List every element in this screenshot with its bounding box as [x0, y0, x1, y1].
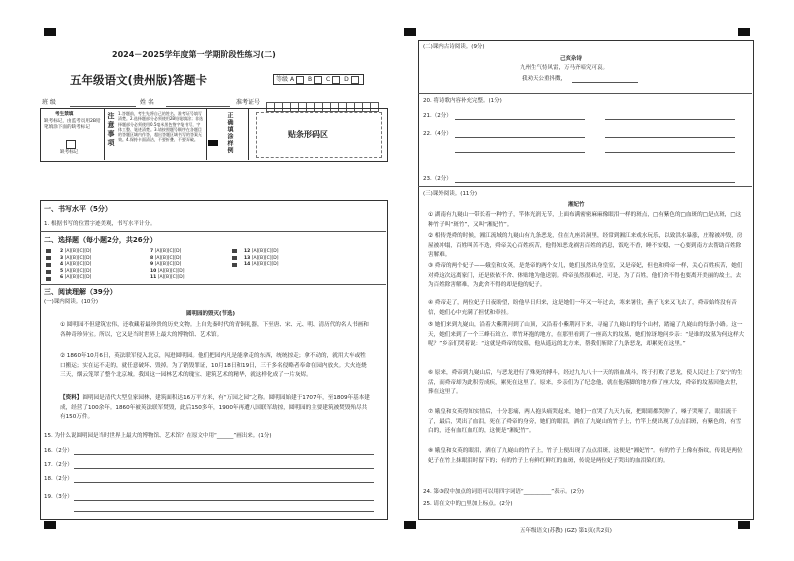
class-field[interactable] [70, 106, 136, 107]
q23-label: 23.（2分） [423, 176, 452, 182]
q18-label: 18.（2分） [44, 476, 73, 482]
q16-answer-line[interactable] [74, 454, 374, 455]
choice-group-3[interactable] [232, 249, 239, 270]
registration-mark [404, 521, 416, 529]
q16-label: 16.（2分） [44, 448, 73, 454]
registration-mark [738, 521, 750, 529]
divider [104, 108, 105, 160]
fill-sample-mark [208, 140, 218, 146]
registration-mark [44, 28, 56, 36]
passage2-title: 湘妃竹 [568, 202, 585, 208]
passage2-para-3: ③ 舜帝的两个妃子——娥皇和女英，是尧帝的两个女儿，她们虽然出身皇室，又是帝妃，但也和舜帝一样，关心百姓疾苦，她们对舜这次远离家门，还是依依不舍、体贴地为他送别。舜帝虽然很难过，可是，为了百姓，他们舍不得也要离开美丽的故土，去为百姓除害解难，为此舍不得的却是他的妃子。 [428, 263, 743, 289]
registration-mark [44, 521, 56, 529]
q24-text: 24. 第③段中加点的词语可以用四字词语“__________”表示。(2分) [423, 489, 584, 495]
passage2-para-7: ⑦ 娥皇和女英得知实情后，十分悲痛，两人抱头痛哭起来，她们一直哭了九天九夜，把眼睛都哭肿了，嗓子哭哑了，眼泪流干了，最后，哭出了血泪，死在了舜帝的身旁，她们的眼泪，洒在了九嶷山的竹子上，竹竿上便出现了点点泪斑，有紫色的，有雪白的，还有血红血红的，这便是“湘妃竹”。 [428, 409, 742, 435]
q22-label: 22.（4分） [423, 131, 452, 137]
poem-title: 己亥杂诗 [560, 56, 583, 62]
grade-option-a[interactable]: A [290, 76, 306, 83]
year-title: 2024－2025学年度第一学期阶段性练习(二) [112, 50, 276, 59]
poem-blank[interactable] [572, 82, 638, 83]
candidate-title: 考生禁填 [55, 112, 74, 117]
name-label: 姓 名 [140, 99, 154, 106]
main-title: 五年级语文(贵州版)答题卡 [70, 73, 208, 87]
q19-label: 19.（3分） [44, 494, 73, 500]
passage2-para-4: ④ 舜帝走了，两位妃子日夜盼望，盼他早日归来，这是她们一年又一年过去，寒来暑往，燕子飞来又飞去了，舜帝始终没有音信，她们心中充满了担忧和牵挂。 [428, 300, 737, 316]
passage-title: 圆明园的毁灭(节选) [186, 311, 236, 317]
registration-mark [404, 28, 416, 36]
grade-option-c[interactable]: C [326, 76, 342, 83]
q17-answer-line[interactable] [74, 468, 374, 469]
grade-option-b[interactable]: B [308, 76, 324, 83]
class-label: 班 级 [42, 99, 56, 106]
choice-group-3-options[interactable]: 12 [A][B][C][D] 13 [A][B][C][D] 14 [A][B][C][D] [244, 249, 279, 267]
section3-sub1: (一)课内阅读。(10分) [44, 299, 99, 305]
divider [40, 284, 386, 285]
right-sub3: (三)课外阅读。(11分) [423, 191, 478, 197]
q22-answer-line[interactable] [605, 152, 735, 153]
q22-answer-line[interactable] [455, 152, 585, 153]
choice-group-1[interactable] [46, 249, 53, 284]
q20-text: 20. 将诗歌内容补充完整。(1分) [423, 98, 502, 104]
fill-sample-label: 正确填涂样例 [226, 112, 233, 154]
passage2-para-2: ② 相传尧舜的时候，湘江流域的九嶷山有九条恶龙，住在九座岩洞里，经常到湘江来戏水玩乐，以致洪水暴涨，庄稼被冲毁，房屋被冲塌，百姓叫苦不迭，舜帝关心百姓疾苦，他得知恶龙祸害百姓的消息，饭吃不香，睡不安稳，一心要到南方去帮助百姓除害解难。 [428, 233, 743, 259]
notes-label: 注意事项 [107, 112, 115, 148]
choice-group-2-options[interactable]: 7 [A][B][C][D] 8 [A][B][C][D] 9 [A][B][C][D] 10 [A][B][C][D] 11 [A][B][C][D] [150, 249, 185, 280]
notes-text: 1.答题前，考生先将自己的姓名、准考证号填写清楚。2.选择题部分必须使用2B铅笔填涂；非选择题部分必须使用0.5毫米黑色签字笔书写，字体工整、笔迹清楚。3.请按照题号顺序在各题目的答题区域内作答，超出答题区域书写的答案无效。4.保持卡面清洁，不要折叠、不要弄破。 [118, 111, 204, 143]
q21-answer-line[interactable] [605, 119, 735, 120]
q22-answer-line[interactable] [455, 137, 585, 138]
q22-answer-line[interactable] [605, 137, 735, 138]
registration-mark [738, 28, 750, 36]
candidate-text: 缺考标记，由监考员用2B铅笔填涂下面的缺考标记 [44, 119, 101, 131]
grade-box [273, 74, 364, 85]
passage-para-1: ① 圆明园不但建筑宏伟，还收藏着最珍贵的历史文物。上自先秦时代的青铜礼器，下至唐、宋、元、明、清历代的名人书画和各种奇珍异宝。所以，它又是当时世界上最大的博物馆、艺术馆。 [60, 322, 369, 338]
passage-para-2: ② 1860年10月6日，英法联军侵入北京，闯进圆明园。他们把园内凡是能拿走的东西，统统掠走；拿不动的，就用大车或牲口搬运；实在运不走的，就任意破坏、毁掉。为了销毁罪证，10月18日和19日，三千多名侵略者奉命在园内放火。大火连烧三天，烟云笼罩了整个北京城。我国这一园林艺术的瑰宝、建筑艺术的精华，就这样化成了一片灰烬。 [60, 353, 367, 379]
q25-text: 25. 请在文中的□里加上标点。(2分) [423, 501, 513, 507]
poem-line-1: 九州生气恃风雷，万马齐喑究可哀。 [520, 65, 609, 71]
absent-mark-box[interactable] [66, 140, 76, 149]
section1-desc: 1. 根据书写的位置字迹美观，书写水平计分。 [44, 221, 156, 227]
poem-line-2: 我劝天公重抖擞， [522, 76, 567, 82]
q17-label: 17.（2分） [44, 462, 73, 468]
passage2-para-6: ⑥ 原来，舜帝到九嶷山后，与恶龙进行了殊死的搏斗，经过九九八十一天的浴血战斗，终于打败了恶龙，使人民过上了安宁的生活，而舜帝却为此积劳成疾，累死在这里了。原来，乡亲们为了纪念他，就在他落脚的地方修了座大坟，舜帝的坟墓因他去世，葬在这里了。 [428, 370, 743, 396]
q15-text: 15. 为什么说圆明园是当时世界上最大的博物馆、艺术馆？在原文中用“______”画出来。(1分) [44, 433, 272, 439]
grade-label: 等级 [276, 76, 289, 83]
section1-title: 一、书写水平（5分） [44, 205, 112, 213]
section2-title: 二、选择题（每小题2分，共26分） [44, 236, 157, 244]
section3-title: 三、阅读理解（39分） [44, 288, 117, 296]
q18-answer-line[interactable] [74, 482, 374, 483]
name-field[interactable] [166, 106, 230, 107]
passage2-para-5: ⑤ 她们来到九嶷山，沿着大紫荆河到了山顶，又沿着小紫荆河下来，寻遍了九嶷山的每个山村，踏遍了九嶷山的每条小路。这一天，她们来到了一个三峰石耸立、翠竹环抱的地方，在那里看到了一座高大的坟墓，她们惊讶地问乡亲：“是谁的坟墓为何这样大呢？”乡亲们哭着说：“这就是舜帝的坟墓，他从遥远的北方来，帮我们斩除了九条恶龙，却累死在这里。” [428, 322, 745, 348]
choice-group-1-options[interactable]: 2 [A][B][C][D] 3 [A][B][C][D] 4 [A][B][C][D] 5 [A][B][C][D] 6 [A][B][C][D] [60, 249, 92, 280]
q21-answer-line[interactable] [455, 119, 585, 120]
divider [418, 186, 752, 187]
passage2-para-1: ① 湖南有九嶷山一带长着一种竹子，竿体光润无节，上面布满密密麻麻像眼泪一样的斑点，□有紫色的□血斑的□是点斑，□这种竹子叫“斑竹”，又叫“湘妃竹”。 [428, 212, 742, 228]
divider [248, 108, 249, 160]
passage-link: 【资料】圆明园是清代大型皇家园林，建筑面积达16万平方米，有“万园之园”之称。圆明园始建于1707年，至1809年基本建成，经营了100余年。1860年被英法联军焚毁，此后150多年，1900年再遭八国联军劫掠，圆明园的主要建筑被焚毁殆尽共有150万件。 [60, 395, 370, 421]
q21-label: 21.（2分） [423, 113, 452, 119]
page-footer: 五年级语文(苏教) (GZ) 第1页(共2页) [520, 528, 612, 534]
exam-no-label: 准考证号 [236, 99, 261, 106]
q23-answer-line[interactable] [455, 182, 735, 183]
divider [40, 231, 386, 232]
barcode-label: 贴条形码区 [288, 130, 328, 139]
q19-answer-line[interactable] [74, 500, 374, 501]
q19-answer-line[interactable] [74, 511, 374, 512]
passage2-para-8: ⑧ 娥皇和女英的眼泪，洒在了九嶷山的竹子上，竹子上便出现了点点泪斑，这便是“湘妃竹”。有的竹子上像有指纹，传说是两位妃子在竹上抹眼泪时留下的；有的竹子上有鲜红鲜红的血斑，传说是两位妃子哭出的血泪染红的。 [428, 448, 743, 464]
right-sub2: (二)课内古诗阅读。(9分) [423, 44, 485, 50]
divider [206, 108, 207, 160]
grade-option-d[interactable]: D [344, 76, 361, 83]
absent-label: 缺考标记 [60, 150, 79, 155]
divider [418, 93, 752, 94]
